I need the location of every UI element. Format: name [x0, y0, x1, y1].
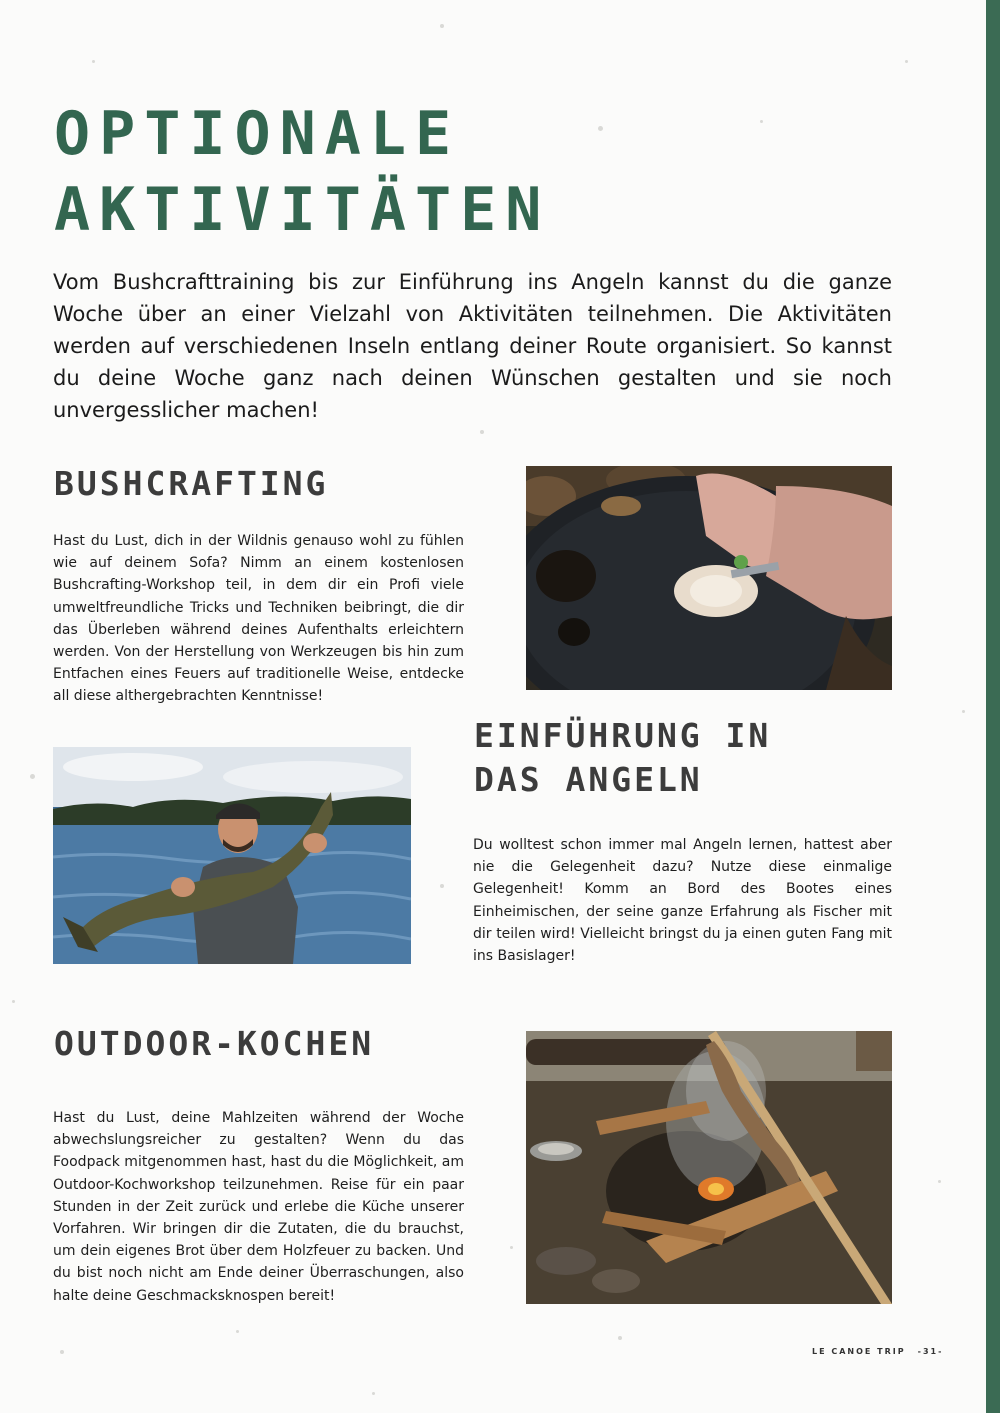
- side-accent-bar: [986, 0, 1000, 1413]
- heading-fishing-line1: EINFÜHRUNG IN: [474, 716, 772, 755]
- photo-bushcrafting: [526, 466, 892, 690]
- page-title: OPTIONALE AKTIVITÄTEN: [54, 99, 551, 245]
- text-outdoor-cooking: Hast du Lust, deine Mahlzeiten während der Woche abwechslungsreicher zu gestalten? Wenn du das Foodpack mitgenommen hast, hast du die Möglichkeit, am Outdoor-Kochworkshop teilzunehmen. Reise für ein paar Stunden in der Zeit zurück und erlebe die Küche unserer Vorfahren. Wir bringen dir die Zutaten, die du brauchst, um dein eigenes Brot über dem Holzfeuer zu backen. Und du bist noch nicht am Ende deiner Überraschungen, also halte deine Geschmacksknospen bereit!: [53, 1110, 464, 1304]
- photo-fishing: [53, 747, 411, 964]
- heading-outdoor-cooking: OUTDOOR-KOCHEN: [54, 1024, 375, 1063]
- footer: [812, 1347, 943, 1356]
- heading-fishing-line2: DAS ANGELN: [474, 760, 703, 799]
- footer-brand: LE CANOE TRIP: [812, 1347, 906, 1356]
- heading-bushcrafting: BUSHCRAFTING: [54, 464, 329, 503]
- page-number: -31-: [917, 1347, 944, 1356]
- text-bushcrafting: Hast du Lust, dich in der Wildnis genauso wohl zu fühlen wie auf deinem Sofa? Nimm an einem kostenlosen Bushcrafting-Workshop teil, in dem dir ein Profi viele umweltfreundliche Tricks und Techniken beibringt, die dir das Überleben während deines Aufenthalts erleichtern werden. Von der Herstellung von Werkzeugen bis hin zum Entfachen eines Feuers auf traditionelle Weise, entdecke all diese althergebrachten Kenntnisse!: [53, 533, 464, 705]
- text-fishing: Du wolltest schon immer mal Angeln lernen, hattest aber nie die Gelegenheit dazu? Nutze diese einmalige Gelegenheit! Komm an Bord des Bootes eines Einheimischen, der seine ganze Erfahrung als Fischer mit dir teilen wird! Vielleicht bringst du ja einen guten Fang mit ins Basislager!: [473, 837, 892, 965]
- intro-paragraph: Vom Bushcrafttraining bis zur Einführung ins Angeln kannst du die ganze Woche über an einer Vielzahl von Aktivitäten teilnehmen. Die Aktivitäten werden auf verschiedenen Inseln entlang deiner Route organisiert. So kannst du deine Woche ganz nach deinen Wünschen gestalten und sie noch unvergesslicher machen!: [53, 270, 892, 422]
- photo-outdoor-cooking: [526, 1031, 892, 1304]
